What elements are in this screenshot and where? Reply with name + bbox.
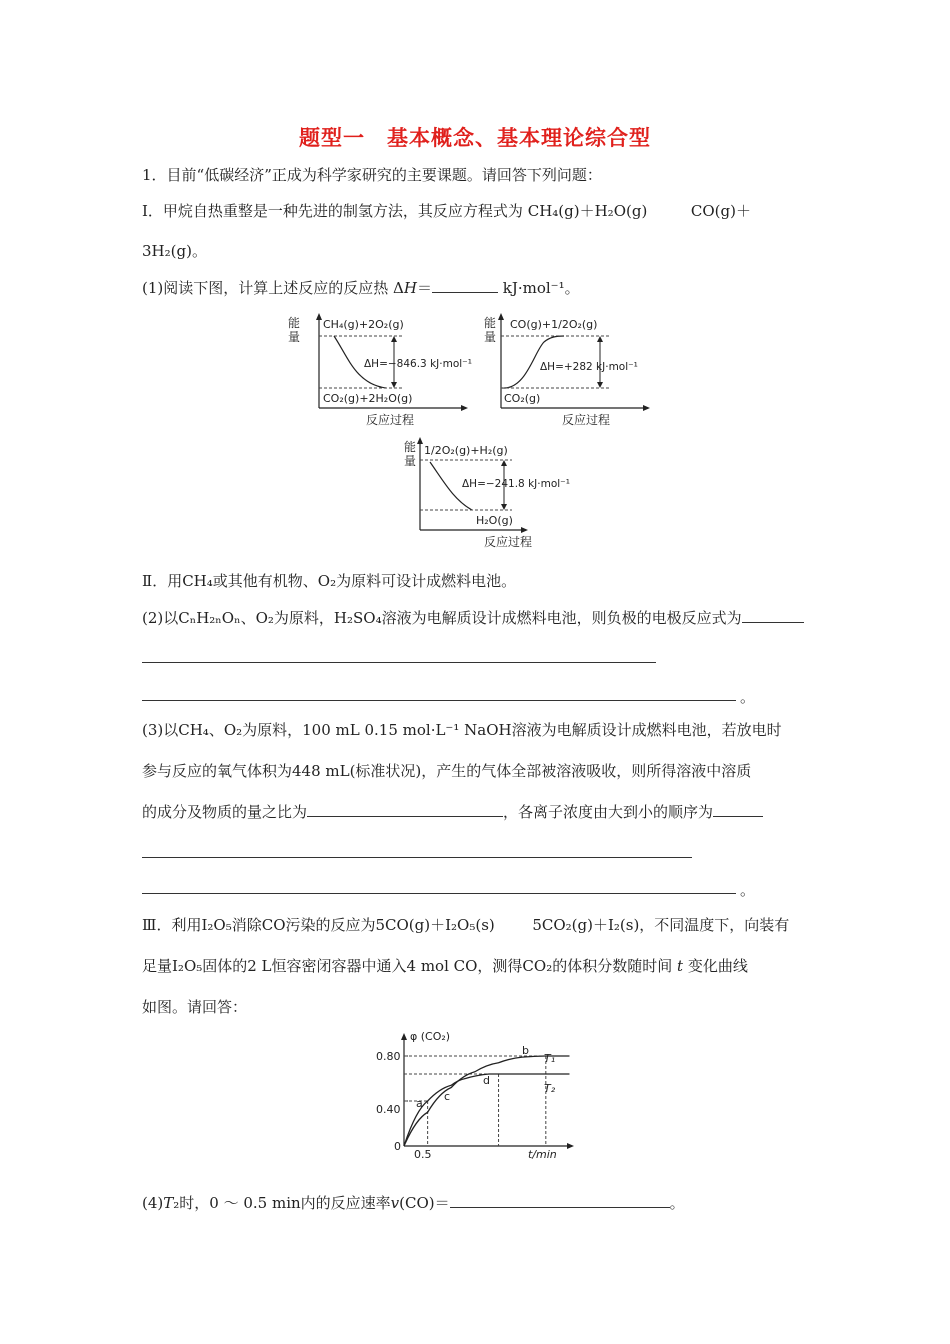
part3-text-a: Ⅲ．利用I₂O₅消除CO污染的反应为5CO(g)＋I₂O₅(s) [142, 916, 495, 934]
part3-text-b: 足量I₂O₅固体的2 L恒容密闭容器中通入4 mol CO，测得CO₂的体积分数随时间 [142, 957, 673, 975]
q4-v: v [390, 1194, 400, 1212]
chart-x-arrow [567, 1143, 574, 1149]
q1-1-eq: ＝ [416, 279, 432, 297]
q4-num: (4) [142, 1194, 164, 1212]
q4-T: T [163, 1194, 174, 1212]
diagram2-ylabel-2: 量 [484, 330, 497, 344]
q4 [142, 1192, 685, 1213]
diagram3-bottom-label: H₂O(g) [476, 514, 513, 527]
diagram1-dh: ΔH=−846.3 kJ·mol⁻¹ [364, 358, 472, 370]
page-title: 题型一 基本概念、基本理论综合型 [299, 126, 651, 150]
q4-text-b: (CO)＝ [399, 1194, 450, 1212]
q2 [142, 607, 804, 628]
energy-diagram-3 [402, 436, 588, 552]
chart-xtick-05: 0.5 [414, 1148, 432, 1161]
q2-text: (2)以CₙH₂ₙOₙ、O₂为原料，H₂SO₄溶液为电解质设计成燃料电池，则负极的电极反应式为 [142, 609, 742, 627]
diagram1-ylabel-1: 能 [288, 316, 301, 330]
q3-line3 [142, 801, 763, 822]
part1-eq-right: CO(g)＋ [690, 202, 751, 220]
answer-line-3c[interactable] [142, 857, 692, 858]
chart-ytick-080: 0.80 [376, 1050, 401, 1063]
part3-line1 [142, 914, 789, 935]
diagram3-dh: ΔH=−241.8 kJ·mol⁻¹ [462, 478, 570, 490]
series-label-T2: T₂ [544, 1082, 556, 1095]
answer-line-2b[interactable] [142, 662, 656, 663]
diagram3-top-label: 1/2O₂(g)+H₂(g) [424, 444, 508, 457]
q1-1-text: (1)阅读下图，计算上述反应的反应热 Δ [142, 279, 404, 297]
chart-xlabel: t/min [528, 1148, 557, 1161]
q1-1 [142, 277, 580, 298]
diagram1-bottom-label: CO₂(g)+2H₂O(g) [323, 392, 413, 405]
diagram2-dh: ΔH=+282 kJ·mol⁻¹ [540, 361, 638, 373]
point-label-d: d [483, 1074, 490, 1087]
co2-chart [360, 1028, 580, 1164]
q4-text: ₂时，0 ～ 0.5 min内的反应速率 [173, 1194, 391, 1212]
q3-line1: (3)以CH₄、O₂为原料，100 mL 0.15 mol·L⁻¹ NaOH溶液为电解质设计成燃料电池，若放电时 [142, 721, 782, 739]
q3-line2: 参与反应的氧气体积为448 mL(标准状况)，产生的气体全部被溶液吸收，则所得溶液中溶质 [142, 762, 752, 780]
diagram3-xlabel: 反应过程 [484, 535, 533, 549]
part3-eq-right: 5CO₂(g)＋I₂(s)，不同温度下，向装有 [532, 916, 790, 934]
q3-text-a: 的成分及物质的量之比为 [142, 803, 308, 821]
point-label-b: b [522, 1044, 529, 1057]
energy-diagram-1 [286, 312, 472, 430]
part3-line2 [142, 955, 748, 976]
energy-diagram-2 [482, 312, 654, 430]
diagram3-ylabel-2: 量 [404, 454, 417, 468]
q1-1-H: H [403, 279, 417, 297]
answer-blank-3b[interactable] [713, 802, 763, 817]
diagram1-ylabel-2: 量 [288, 330, 301, 344]
chart-y-arrow [401, 1033, 407, 1040]
point-label-c: c [444, 1090, 451, 1103]
chart-ytick-040: 0.40 [376, 1103, 401, 1116]
diagram1-top-label: CH₄(g)+2O₂(g) [323, 318, 404, 331]
diagram1-xlabel: 反应过程 [366, 413, 415, 427]
diagram3-ylabel-1: 能 [404, 440, 417, 454]
answer-blank-3a[interactable] [307, 802, 503, 817]
part1-text: Ⅰ．甲烷自热重整是一种先进的制氢方法，其反应方程式为 [142, 202, 523, 220]
point-label-a: a [416, 1097, 423, 1110]
answer-blank-1[interactable] [432, 278, 498, 293]
answer-line-3d[interactable] [142, 893, 736, 894]
chart-ytick-0: 0 [394, 1140, 401, 1153]
answer-blank-4[interactable] [450, 1193, 670, 1208]
q2-period: 。 [740, 688, 756, 706]
series-label-T1: T₁ [544, 1052, 556, 1065]
q1-1-unit: kJ·mol⁻¹。 [497, 279, 580, 297]
part3-t: t [677, 957, 684, 975]
part1-cont: 3H₂(g)。 [142, 242, 207, 260]
q4-period: 。 [669, 1194, 685, 1212]
answer-blank-2a[interactable] [742, 608, 804, 623]
chart-ylabel: φ (CO₂) [410, 1030, 451, 1043]
diagram2-xlabel: 反应过程 [562, 413, 611, 427]
series-T1-line [404, 1056, 569, 1146]
part3-text-b2: 变化曲线 [687, 957, 748, 975]
q3-period: 。 [740, 881, 756, 899]
q1-intro: 1．目前“低碳经济”正成为科学家研究的主要课题。请回答下列问题： [142, 166, 602, 184]
diagram2-top-label: CO(g)+1/2O₂(g) [510, 318, 598, 331]
q3-text-b: ，各离子浓度由大到小的顺序为 [503, 803, 714, 821]
part2-text: Ⅱ．用CH₄或其他有机物、O₂为原料可设计成燃料电池。 [142, 572, 517, 590]
diagram2-bottom-label: CO₂(g) [504, 392, 541, 405]
part1-line [142, 200, 751, 221]
answer-line-2c[interactable] [142, 700, 736, 701]
diagram2-ylabel-1: 能 [484, 316, 497, 330]
part3-line3: 如图。请回答： [142, 998, 248, 1016]
part1-eq-left: CH₄(g)＋H₂O(g) [527, 202, 648, 220]
